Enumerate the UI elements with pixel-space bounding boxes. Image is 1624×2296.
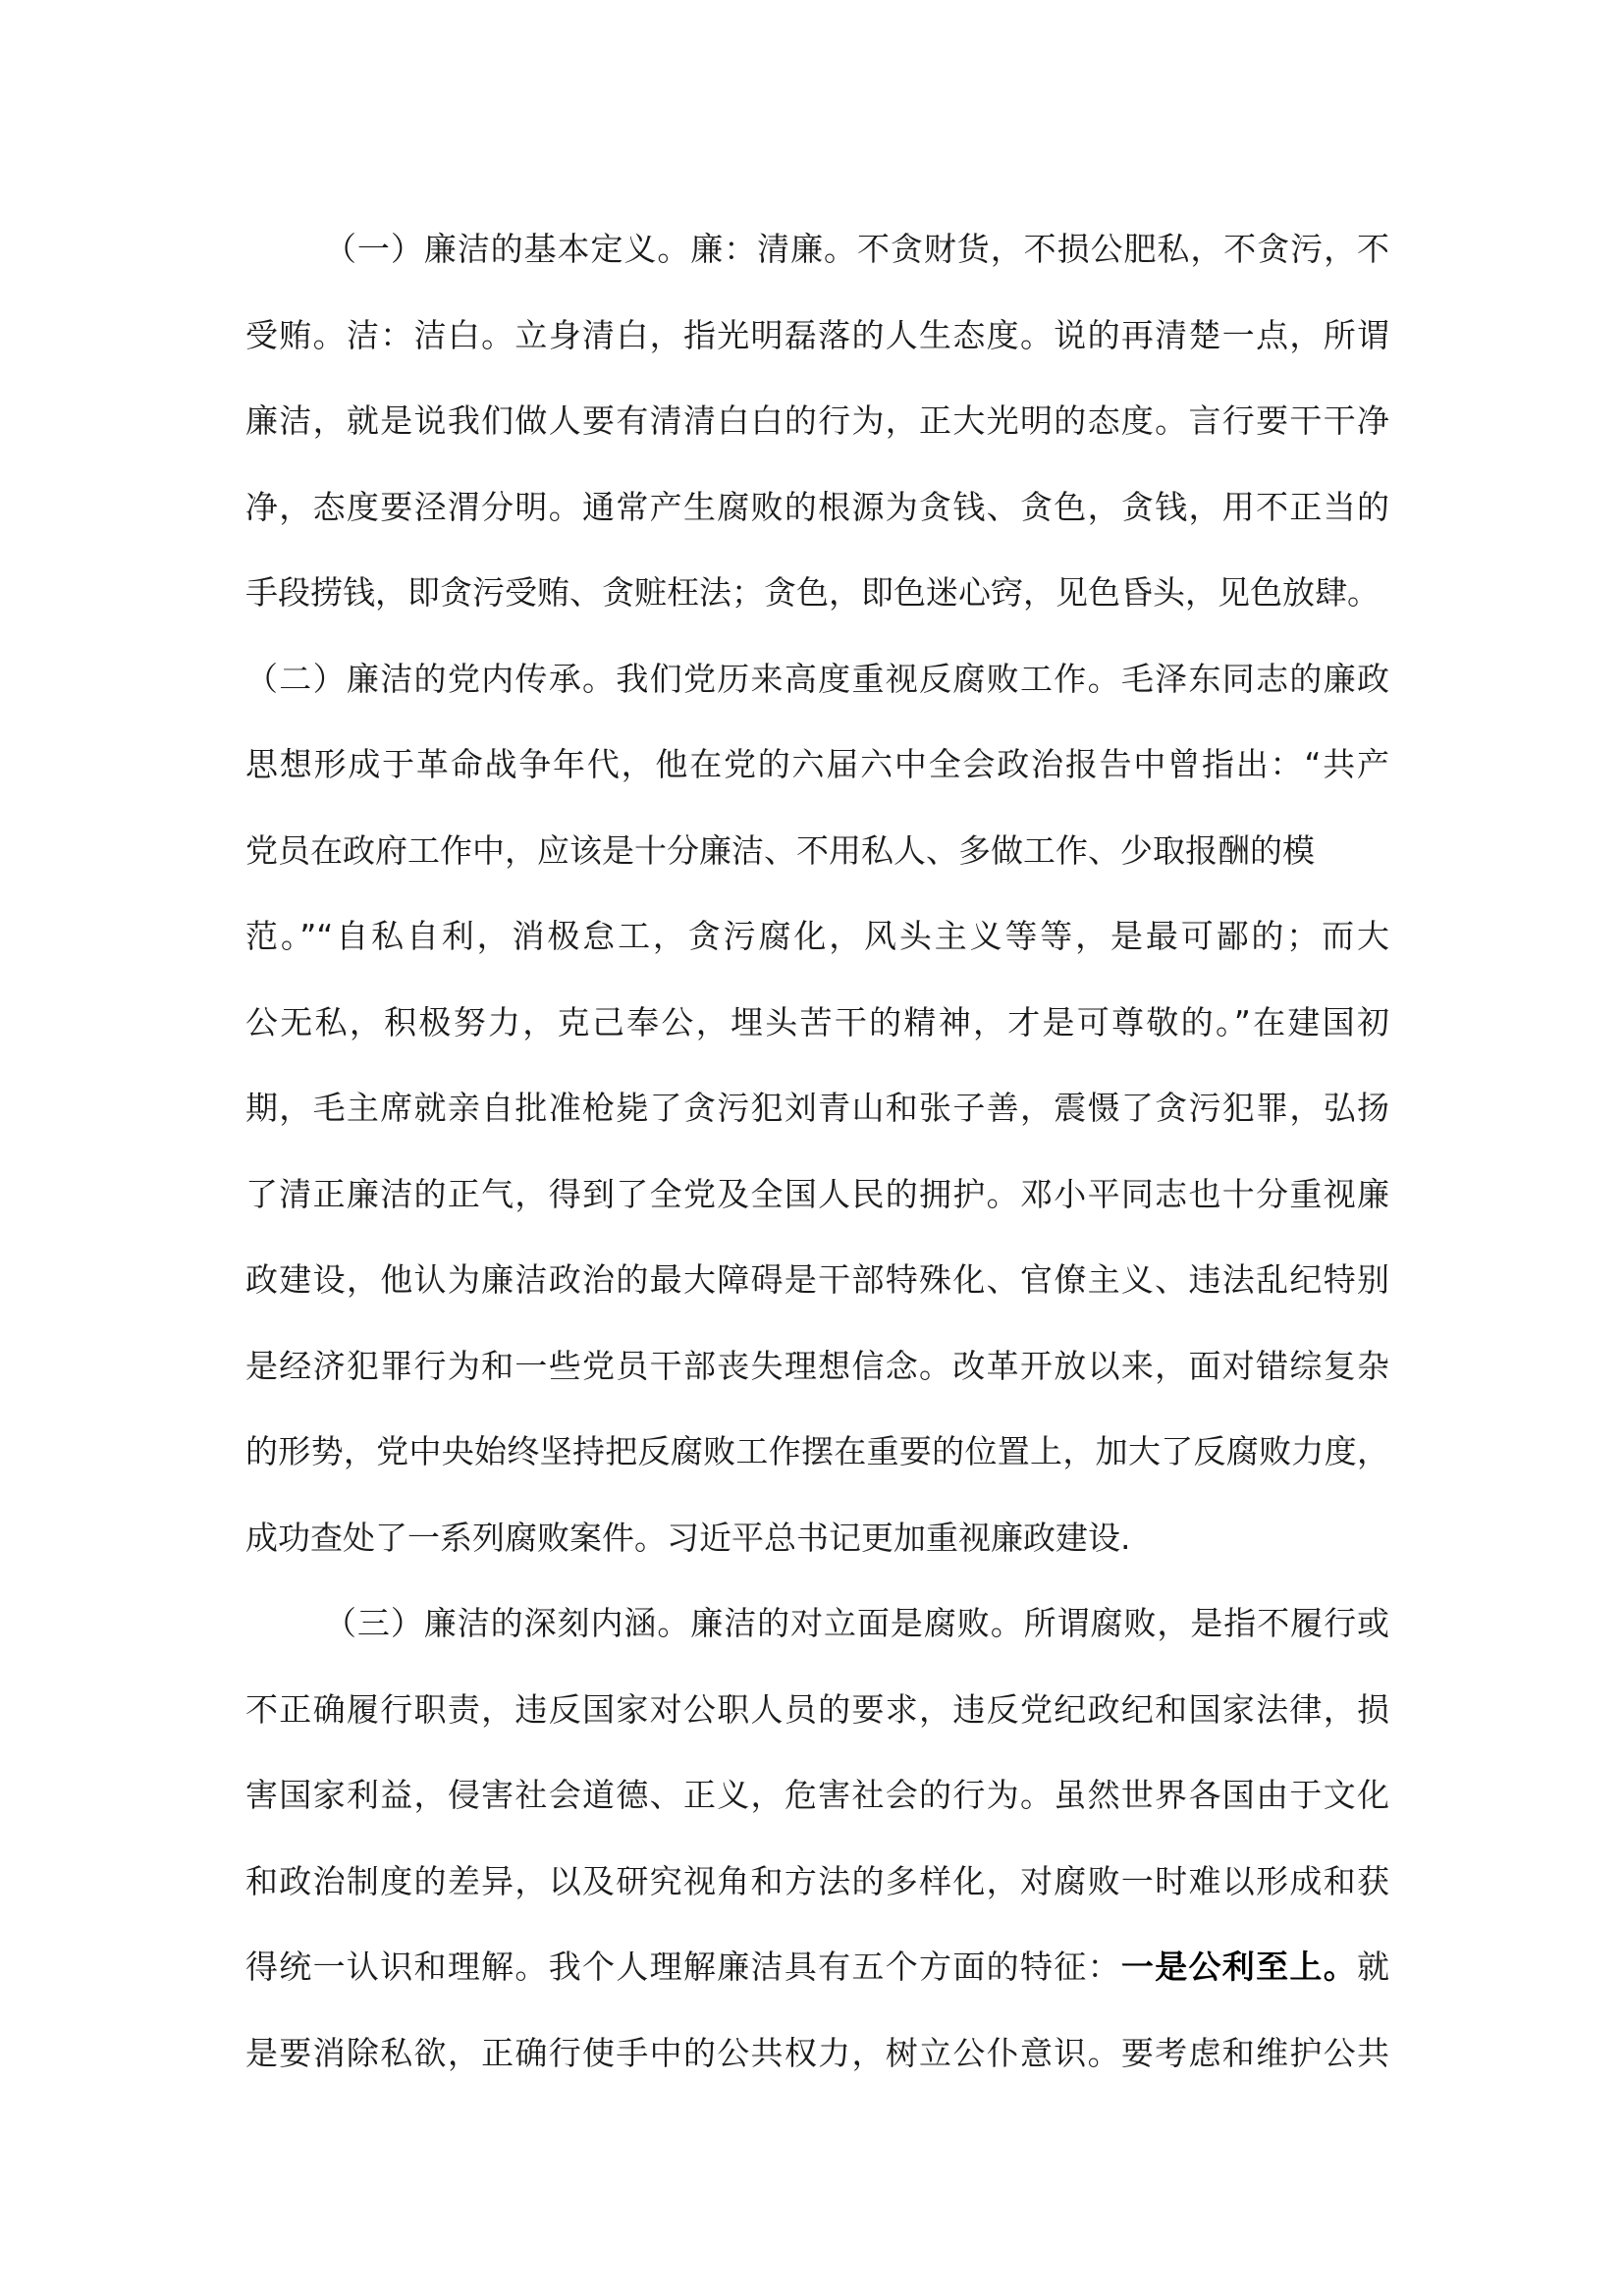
text-line: 受贿。洁：洁白。立身清白，指光明磊落的人生态度。说的再清楚一点，所谓	[245, 315, 1389, 354]
text-line: 是要消除私欲，正确行使手中的公共权力，树立公仆意识。要考虑和维护公共	[245, 2033, 1389, 2072]
text-line: 和政治制度的差异，以及研究视角和方法的多样化，对腐败一时难以形成和获	[245, 1861, 1389, 1900]
text-line: 期，毛主席就亲自批准枪毙了贪污犯刘青山和张子善，震慑了贪污犯罪，弘扬	[245, 1089, 1389, 1127]
text-line: 成功查处了一系列腐败案件。习近平总书记更加重视廉政建设.	[245, 1518, 1131, 1557]
text-line: 公无私，积极努力，克己奉公，埋头苦干的精神，才是可尊敬的。”在建国初	[245, 1002, 1389, 1041]
paragraph-party-inheritance	[245, 660, 1389, 1605]
text-line: 手段捞钱，即贪污受贿、贪赃枉法；贪色，即色迷心窍，见色昏头，见色放肆。	[245, 573, 1380, 612]
paragraph-deep-meaning	[245, 1604, 1389, 2119]
text-line: （三）廉洁的深刻内涵。廉洁的对立面是腐败。所谓腐败，是指不履行或	[324, 1604, 1389, 1642]
text-line: 是经济犯罪行为和一些党员干部丧失理想信念。改革开放以来，面对错综复杂	[245, 1346, 1389, 1385]
text-line: 政建设，他认为廉洁政治的最大障碍是干部特殊化、官僚主义、违法乱纪特别	[245, 1260, 1389, 1299]
text-line: 范。”“自私自利，消极怠工，贪污腐化，风头主义等等，是最可鄙的；而大	[245, 917, 1389, 955]
text-line: 思想形成于革命战争年代，他在党的六届六中全会政治报告中曾指出：“共产	[245, 745, 1389, 783]
text-line: （一）廉洁的基本定义。廉：清廉。不贪财货，不损公肥私，不贪污，不	[324, 230, 1389, 268]
text-line: 的形势，党中央始终坚持把反腐败工作摆在重要的位置上，加大了反腐败力度，	[245, 1432, 1389, 1470]
text-line: 净，态度要泾渭分明。通常产生腐败的根源为贪钱、贪色，贪钱，用不正当的	[245, 487, 1389, 526]
text-line: 了清正廉洁的正气，得到了全党及全国人民的拥护。邓小平同志也十分重视廉	[245, 1174, 1389, 1213]
text-segment: 就	[1357, 1948, 1390, 1986]
text-line: 党员在政府工作中，应该是十分廉洁、不用私人、多做工作、少取报酬的模	[245, 830, 1315, 870]
paragraph-basic-definition	[245, 230, 1389, 660]
document-body	[245, 230, 1389, 2119]
text-line: 害国家利益，侵害社会道德、正义，危害社会的行为。虽然世界各国由于文化	[245, 1776, 1389, 1814]
text-line: （二）廉洁的党内传承。我们党历来高度重视反腐败工作。毛泽东同志的廉政	[245, 659, 1389, 698]
text-segment: 得统一认识和理解。我个人理解廉洁具有五个方面的特征：	[245, 1948, 1121, 1986]
text-line-with-emphasis	[245, 1948, 1389, 2034]
emphasis-public-interest-first: 一是公利至上。	[1120, 1948, 1358, 1986]
text-line: 廉洁，就是说我们做人要有清清白白的行为，正大光明的态度。言行要干干净	[245, 401, 1389, 440]
text-line: 不正确履行职责，违反国家对公职人员的要求，违反党纪政纪和国家法律，损	[245, 1689, 1389, 1729]
